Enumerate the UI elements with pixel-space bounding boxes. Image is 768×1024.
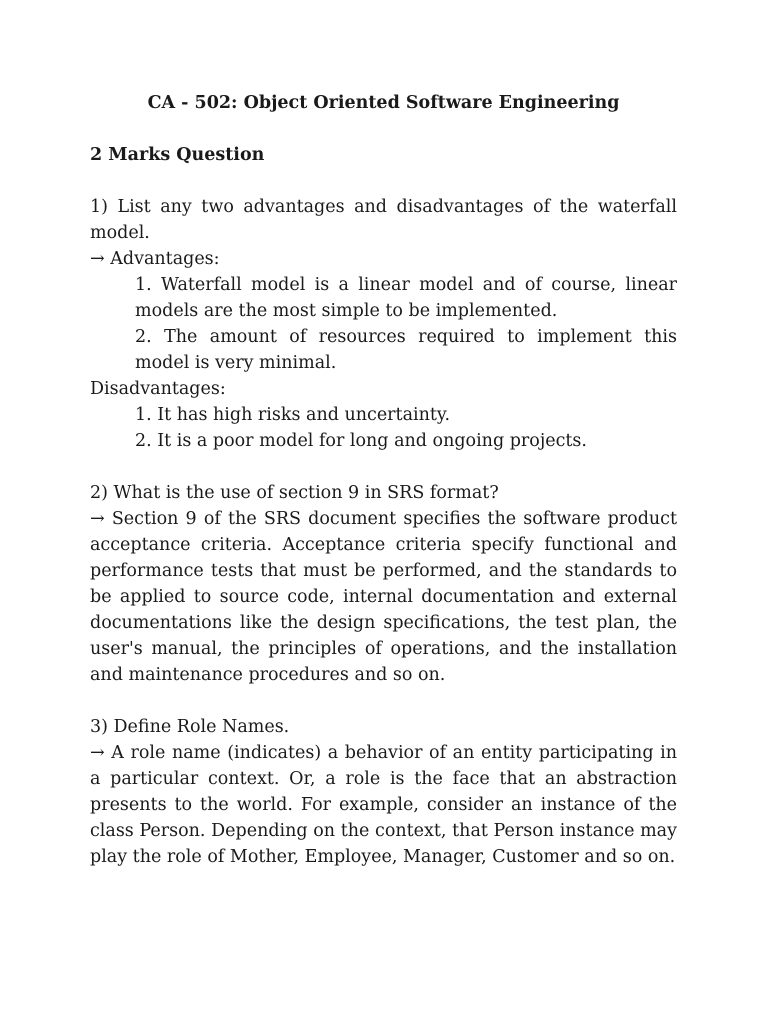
advantage-item: 2. The amount of resources required to implement this model is very minimal. [135,327,677,373]
question-3 [90,714,677,870]
disadvantages-label: Disadvantages: [90,379,226,399]
question-1-text: 1) List any two advantages and disadvantages of the waterfall model. [90,197,677,243]
question-2-text: 2) What is the use of section 9 in SRS format? [90,483,499,503]
question-2 [90,480,677,688]
section-heading: 2 Marks Question [90,145,265,165]
document-title: CA - 502: Object Oriented Software Engineering [147,93,620,113]
disadvantages-list [90,402,677,454]
question-2-answer: → Section 9 of the SRS document specifies the software product acceptance criteria. Acceptance criteria specify functional and performance tests that must be performed, and the standards to be applied to source code, internal documentation and external documentations like the design specifications, the test plan, the user's manual, the principles of operations, and the installation and maintenance procedures and so on. [90,509,677,685]
disadvantage-item: 2. It is a poor model for long and ongoing projects. [135,431,587,451]
advantages-label: → Advantages: [90,249,220,269]
advantage-item: 1. Waterfall model is a linear model and of course, linear models are the most simple to be implemented. [135,275,677,321]
question-1 [90,194,677,454]
question-3-text: 3) Define Role Names. [90,717,290,737]
document-content [90,90,677,870]
disadvantage-item: 1. It has high risks and uncertainty. [135,405,451,425]
advantages-list [90,272,677,376]
question-3-answer: → A role name (indicates) a behavior of an entity participating in a particular context. Or, a role is the face that an abstraction presents to the world. For example, consider an instance of the class Person. Depending on the context, that Person instance may play the role of Mother, Employee, Manager, Customer and so on. [90,743,677,867]
